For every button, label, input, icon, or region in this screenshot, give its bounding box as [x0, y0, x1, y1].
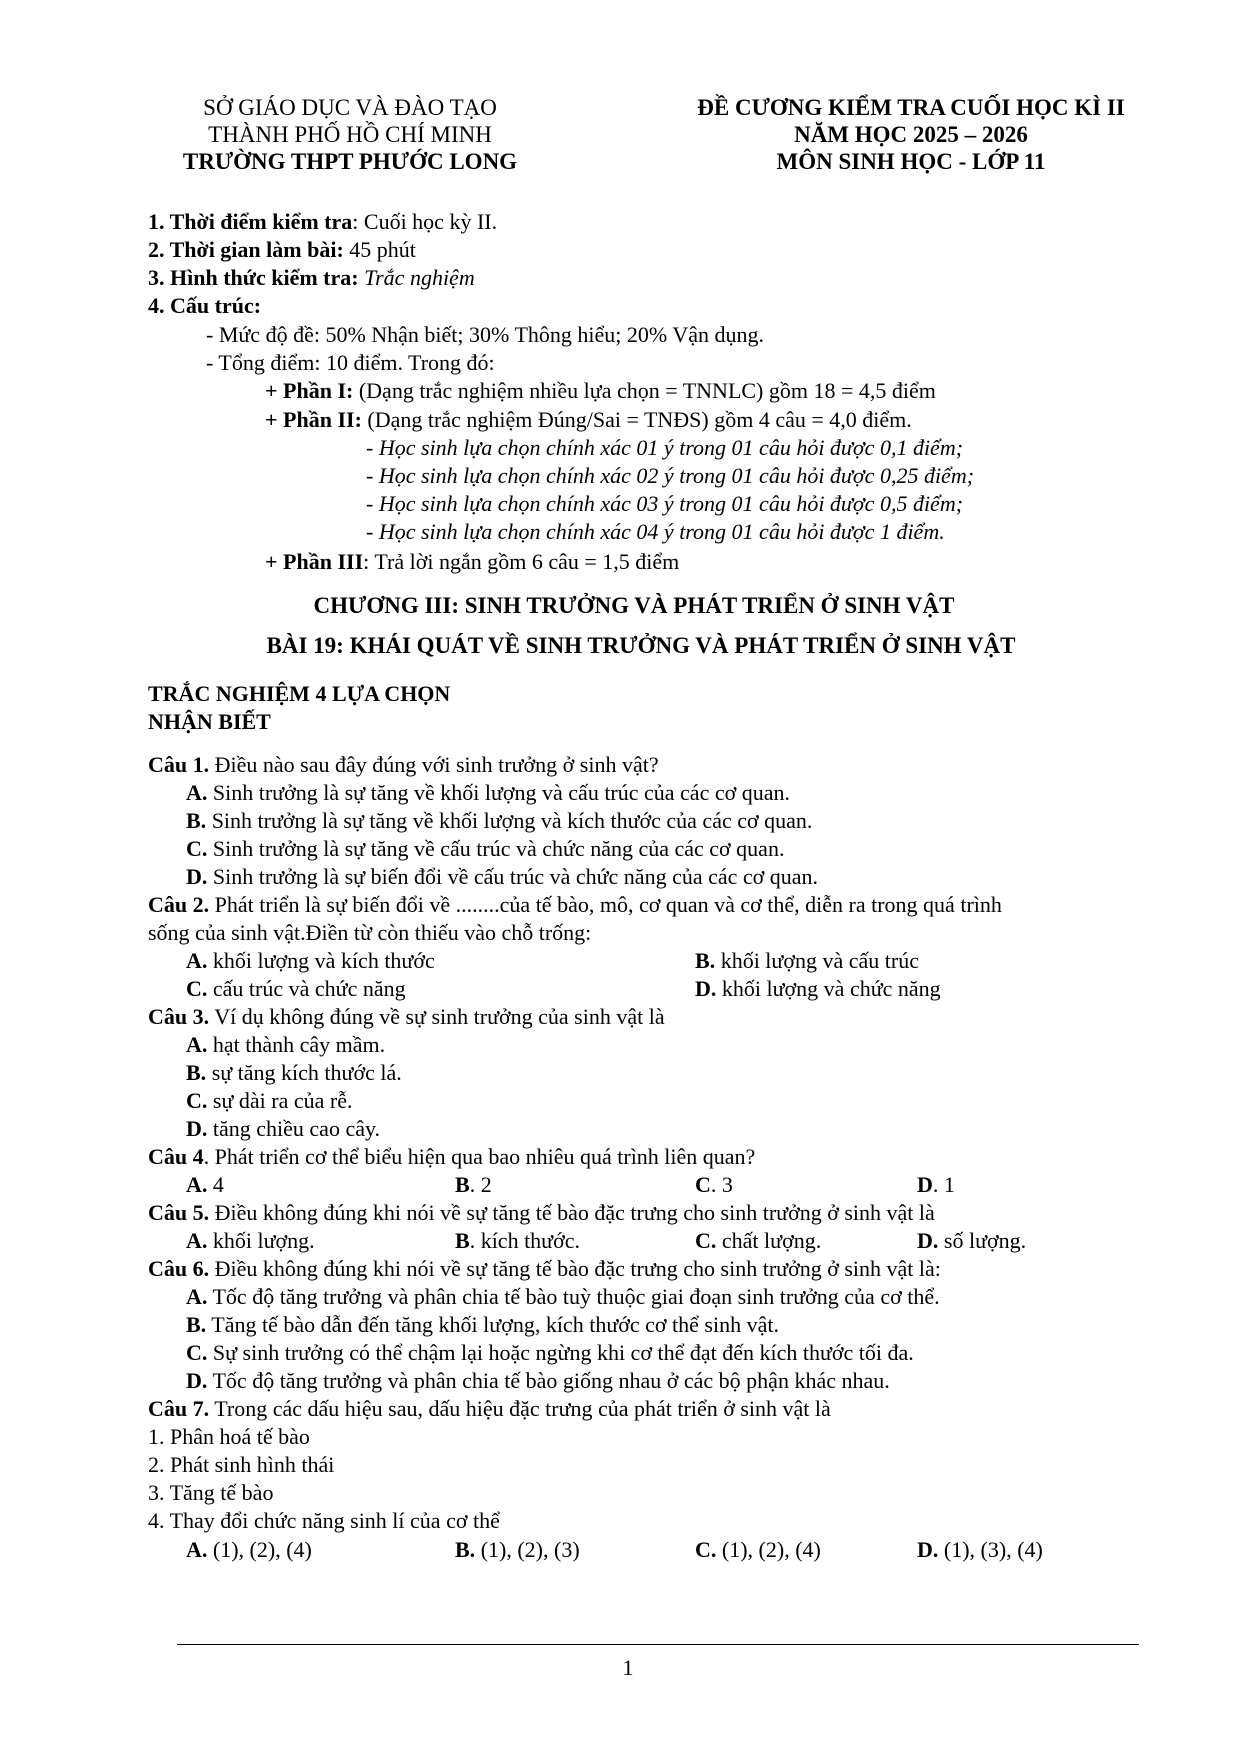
- option-key: C.: [186, 1340, 208, 1365]
- option-key: B: [455, 1228, 470, 1253]
- option-text: Sinh trưởng là sự tăng về khối lượng và kích thước của các cơ quan.: [206, 808, 813, 833]
- option-text: Tăng tế bào dẫn đến tăng khối lượng, kích thước cơ thể sinh vật.: [206, 1312, 779, 1337]
- question-1: [148, 751, 659, 779]
- school-name: TRƯỜNG THPT PHƯỚC LONG: [182, 149, 518, 174]
- difficulty-distribution: - Mức độ đề: 50% Nhận biết; 30% Thông hiểu; 20% Vận dụng.: [206, 322, 764, 347]
- answer-option: [695, 947, 919, 975]
- option-key: B.: [186, 808, 207, 833]
- section-heading: TRẮC NGHIỆM 4 LỰA CHỌN: [148, 681, 451, 706]
- option-text: Sinh trưởng là sự tăng về khối lượng và cấu trúc của các cơ quan.: [207, 780, 791, 805]
- option-key: C.: [186, 1088, 208, 1113]
- question-7: [148, 1395, 831, 1423]
- info-duration: [148, 236, 416, 264]
- option-text: cấu trúc và chức năng: [207, 976, 406, 1001]
- option-text: Tốc độ tăng trưởng và phân chia tế bào giống nhau ở các bộ phận khác nhau.: [207, 1368, 890, 1393]
- info-format: [148, 264, 475, 292]
- question-text: Trong các dấu hiệu sau, dấu hiệu đặc trưng của phát triển ở sinh vật là: [209, 1396, 831, 1421]
- question-text: . Phát triển cơ thể biểu hiện qua bao nhiêu quá trình liên quan?: [203, 1144, 756, 1169]
- option-text: (1), (2), (4): [716, 1537, 821, 1562]
- question-text: Ví dụ không đúng về sự sinh trưởng của sinh vật là: [209, 1004, 665, 1029]
- option-key: A.: [186, 1032, 208, 1057]
- page-number: 1: [622, 1655, 634, 1680]
- option-key: D.: [186, 864, 208, 889]
- question-label: Câu 5.: [148, 1200, 210, 1225]
- answer-option: [186, 807, 812, 835]
- answer-option: [186, 835, 784, 863]
- option-text: . kích thước.: [469, 1228, 580, 1253]
- info-value: : Cuối học kỳ II.: [352, 209, 498, 234]
- option-text: (1), (2), (4): [207, 1537, 312, 1562]
- question-4: [148, 1143, 755, 1171]
- option-key: A.: [186, 1228, 208, 1253]
- answer-option: [695, 975, 941, 1003]
- answer-option: [186, 1227, 315, 1255]
- option-text: Sự sinh trưởng có thể chậm lại hoặc ngừng khi cơ thể đạt đến kích thước tối đa.: [207, 1340, 914, 1365]
- option-key: C.: [186, 836, 208, 861]
- part-label: + Phần I:: [265, 378, 354, 403]
- list-item: 2. Phát sinh hình thái: [148, 1452, 335, 1477]
- option-key: C.: [695, 1537, 717, 1562]
- option-text: số lượng.: [938, 1228, 1027, 1253]
- option-key: C: [695, 1172, 711, 1197]
- option-key: A.: [186, 1172, 208, 1197]
- part-three: [265, 548, 679, 576]
- answer-option: [455, 1227, 580, 1255]
- footer-divider: [177, 1644, 1139, 1645]
- question-text: Phát triển là sự biến đổi về ........của tế bào, mô, cơ quan và cơ thể, diễn ra trong quá trình: [209, 892, 1002, 917]
- scoring-rule: - Học sinh lựa chọn chính xác 01 ý trong 01 câu hỏi được 0,1 điểm;: [366, 435, 964, 460]
- info-exam-time: [148, 208, 497, 236]
- option-text: (1), (3), (4): [938, 1537, 1043, 1562]
- level-heading: NHẬN BIẾT: [148, 709, 271, 734]
- list-item: 1. Phân hoá tế bào: [148, 1424, 310, 1449]
- option-text: sự dài ra của rễ.: [207, 1088, 353, 1113]
- answer-option: [186, 1059, 402, 1087]
- question-label: Câu 1.: [148, 752, 210, 777]
- option-text: tăng chiều cao cây.: [207, 1116, 381, 1141]
- info-label: 3. Hình thức kiểm tra:: [148, 265, 359, 290]
- option-key: B.: [186, 1312, 207, 1337]
- list-item: 3. Tăng tế bào: [148, 1480, 274, 1505]
- question-label: Câu 2.: [148, 892, 210, 917]
- part-text: (Dạng trắc nghiệm nhiều lựa chọn = TNNLC) gồm 18 = 4,5 điểm: [353, 378, 936, 403]
- option-key: D.: [917, 1537, 939, 1562]
- option-text: 4: [207, 1172, 224, 1197]
- option-text: . 1: [932, 1172, 955, 1197]
- question-text: Điều nào sau đây đúng với sinh trưởng ở sinh vật?: [209, 752, 659, 777]
- answer-option: [917, 1536, 1043, 1564]
- info-label: 1. Thời điểm kiểm tra: [148, 209, 353, 234]
- option-key: A.: [186, 780, 208, 805]
- answer-option: [186, 1536, 312, 1564]
- option-text: khối lượng và chức năng: [716, 976, 941, 1001]
- info-value: 45 phút: [343, 237, 416, 262]
- question-6: [148, 1255, 941, 1283]
- answer-option: [186, 863, 818, 891]
- answer-option: [186, 1339, 914, 1367]
- part-one: [265, 377, 936, 405]
- option-text: chất lượng.: [716, 1228, 822, 1253]
- answer-option: [186, 975, 406, 1003]
- scoring-rule: - Học sinh lựa chọn chính xác 02 ý trong 01 câu hỏi được 0,25 điểm;: [366, 463, 975, 488]
- option-text: (1), (2), (3): [475, 1537, 580, 1562]
- question-text: Điều không đúng khi nói về sự tăng tế bào đặc trưng cho sinh trưởng ở sinh vật là: [209, 1200, 935, 1225]
- question-label: Câu 7.: [148, 1396, 210, 1421]
- question-text: Điều không đúng khi nói về sự tăng tế bào đặc trưng cho sinh trưởng ở sinh vật là:: [209, 1256, 941, 1281]
- option-key: D.: [186, 1116, 208, 1141]
- option-key: B: [455, 1172, 470, 1197]
- chapter-title: CHƯƠNG III: SINH TRƯỞNG VÀ PHÁT TRIỂN Ở SINH VẬT: [313, 593, 955, 618]
- answer-option: [186, 779, 790, 807]
- option-key: D: [917, 1172, 933, 1197]
- question-2-continued: sống của sinh vật.Điền từ còn thiếu vào chỗ trống:: [148, 920, 592, 945]
- answer-option: [186, 947, 435, 975]
- option-key: B.: [455, 1537, 476, 1562]
- scoring-rule: - Học sinh lựa chọn chính xác 04 ý trong 01 câu hỏi được 1 điểm.: [366, 519, 945, 544]
- answer-option: [186, 1087, 352, 1115]
- total-score: - Tổng điểm: 10 điểm. Trong đó:: [206, 350, 495, 375]
- option-text: hạt thành cây mầm.: [207, 1032, 386, 1057]
- answer-option: [695, 1171, 733, 1199]
- answer-option: [455, 1171, 492, 1199]
- list-item: 4. Thay đổi chức năng sinh lí của cơ thể: [148, 1508, 500, 1533]
- lesson-title: BÀI 19: KHÁI QUÁT VỀ SINH TRƯỞNG VÀ PHÁT TRIỂN Ở SINH VẬT: [266, 633, 1016, 658]
- info-structure-label: 4. Cấu trúc:: [148, 293, 262, 318]
- part-two: [265, 406, 912, 434]
- question-2: [148, 891, 1002, 919]
- part-text: (Dạng trắc nghiệm Đúng/Sai = TNĐS) gồm 4 câu = 4,0 điểm.: [361, 407, 912, 432]
- part-text: : Trả lời ngắn gồm 6 câu = 1,5 điểm: [363, 549, 680, 574]
- option-text: Tốc độ tăng trưởng và phân chia tế bào tuỳ thuộc giai đoạn sinh trưởng của cơ thể.: [207, 1284, 940, 1309]
- city-name: THÀNH PHỐ HỒ CHÍ MINH: [208, 122, 492, 147]
- option-key: B.: [695, 948, 716, 973]
- question-label: Câu 3.: [148, 1004, 210, 1029]
- info-label: 2. Thời gian làm bài:: [148, 237, 344, 262]
- option-text: Sinh trưởng là sự biến đổi về cấu trúc và chức năng của các cơ quan.: [207, 864, 819, 889]
- option-text: khối lượng và cấu trúc: [715, 948, 919, 973]
- document-title: ĐỀ CƯƠNG KIỂM TRA CUỐI HỌC KÌ II: [697, 95, 1125, 120]
- part-label: + Phần II:: [265, 407, 362, 432]
- option-key: C.: [695, 1228, 717, 1253]
- option-text: . 2: [469, 1172, 492, 1197]
- school-year: NĂM HỌC 2025 – 2026: [794, 122, 1028, 147]
- part-label: + Phần III: [265, 549, 364, 574]
- option-key: B.: [186, 1060, 207, 1085]
- option-key: A.: [186, 1284, 208, 1309]
- subject-grade: MÔN SINH HỌC - LỚP 11: [776, 149, 1046, 174]
- option-key: C.: [186, 976, 208, 1001]
- answer-option: [695, 1227, 821, 1255]
- answer-option: [455, 1536, 580, 1564]
- option-key: A.: [186, 1537, 208, 1562]
- answer-option: [186, 1115, 380, 1143]
- option-key: A.: [186, 948, 208, 973]
- answer-option: [917, 1171, 955, 1199]
- question-label: Câu 4: [148, 1144, 204, 1169]
- answer-option: [186, 1171, 224, 1199]
- option-text: khối lượng.: [207, 1228, 315, 1253]
- question-label: Câu 6.: [148, 1256, 210, 1281]
- option-text: Sinh trưởng là sự tăng về cấu trúc và chức năng của các cơ quan.: [207, 836, 785, 861]
- info-value: Trắc nghiệm: [358, 265, 475, 290]
- option-text: . 3: [710, 1172, 733, 1197]
- answer-option: [186, 1031, 385, 1059]
- question-5: [148, 1199, 935, 1227]
- question-3: [148, 1003, 665, 1031]
- scoring-rule: - Học sinh lựa chọn chính xác 03 ý trong 01 câu hỏi được 0,5 điểm;: [366, 491, 964, 516]
- answer-option: [917, 1227, 1026, 1255]
- answer-option: [186, 1367, 890, 1395]
- answer-option: [186, 1283, 940, 1311]
- option-key: D.: [186, 1368, 208, 1393]
- option-text: sự tăng kích thước lá.: [206, 1060, 402, 1085]
- option-key: D.: [917, 1228, 939, 1253]
- option-text: khối lượng và kích thước: [207, 948, 435, 973]
- option-key: D.: [695, 976, 717, 1001]
- department-name: SỞ GIÁO DỤC VÀ ĐÀO TẠO: [203, 95, 497, 120]
- answer-option: [695, 1536, 821, 1564]
- answer-option: [186, 1311, 779, 1339]
